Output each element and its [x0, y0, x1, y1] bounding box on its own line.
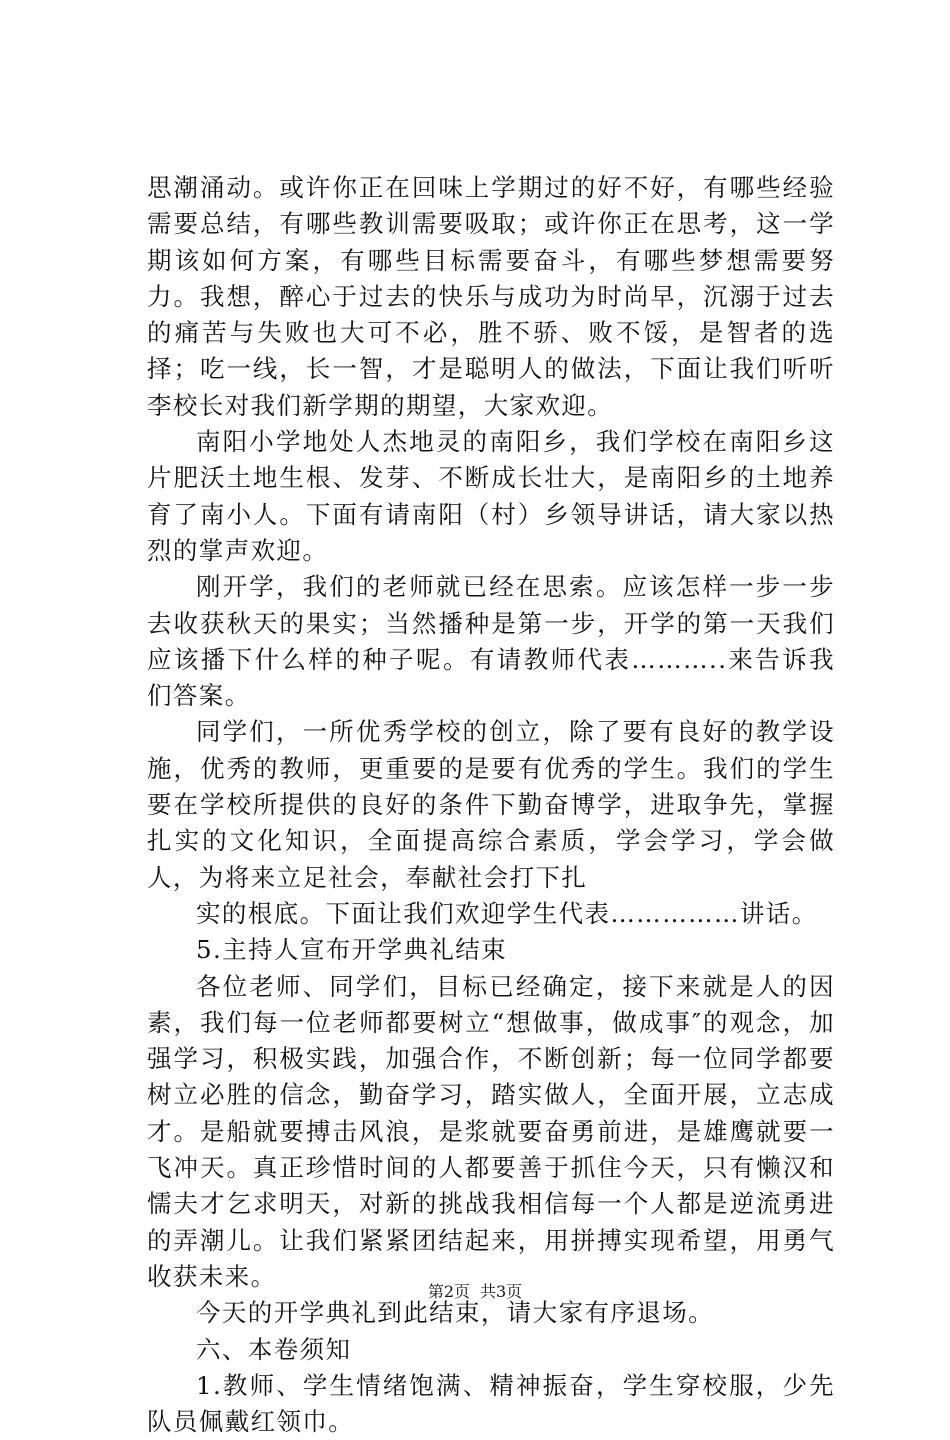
page-number: 第2页 — [427, 1282, 470, 1301]
paragraph-7: 各位老师、同学们，目标已经确定，接下来就是人的因素，我们每一位老师都要树立“想做事，做成事″的观念，加强学习，积极实践，加强合作，不断创新；每一位同学都要树立必胜的信念，勤奋学习，踏实做人，全面开展，立志成才。是船就要搏击风浪，是浆就要奋勇前进，是雄鹰就要一飞冲天。真正珍惜时间的人都要善于抓住今天，只有懒汉和懦夫才乞求明天，对新的挑战我相信每一个人都是逆流勇进的弄潮儿。让我们紧紧团结起来，用拼搏实现希望，用勇气收获未来。 — [147, 971, 835, 1291]
paragraph-4: 同学们，一所优秀学校的创立，除了要有良好的教学设施，优秀的教师，更重要的是要有优秀的学生。我们的学生要在学校所提供的良好的条件下勤奋博学，进取争先，掌握扎实的文化知识，全面提高综合素质，学会学习，学会做人，为将来立足社会，奉献社会打下扎 — [147, 717, 835, 892]
document-body — [147, 170, 835, 1440]
section-heading-notes: 六、本卷须知 — [196, 1334, 352, 1364]
paragraph-10: 1.教师、学生情绪饱满、精神振奋，学生穿校服，少先队员佩戴红领巾。 — [147, 1370, 835, 1437]
section-heading-closing: 5.主持人宣布开学典礼结束 — [196, 935, 508, 965]
page-footer — [0, 1282, 950, 1302]
paragraph-1: 思潮涌动。或许你正在回味上学期过的好不好，有哪些经验需要总结，有哪些教训需要吸取；或许你正在思考，这一学期该如何方案，有哪些目标需要奋斗，有哪些梦想需要努力。我想，醉心于过去的快乐与成功为时尚早，沉溺于过去的痛苦与失败也大可不必，胜不骄、败不馁，是智者的选择；吃一线，长一智，才是聪明人的做法，下面让我们听听李校长对我们新学期的期望，大家欢迎。 — [147, 173, 835, 420]
paragraph-2: 南阳小学地处人杰地灵的南阳乡，我们学校在南阳乡这片肥沃土地生根、发芽、不断成长壮大，是南阳乡的土地养育了南小人。下面有请南阳（村）乡领导讲话，请大家以热烈的掌声欢迎。 — [147, 427, 835, 565]
paragraph-8: 今天的开学典礼到此结束，请大家有序退场。 — [196, 1298, 714, 1328]
paragraph-3: 刚开学，我们的老师就已经在思索。应该怎样一步一步去收获秋天的果实；当然播种是第一步，开学的第一天我们应该播下什么样的种子呢。有请教师代表………..来告诉我们答案。 — [147, 572, 835, 711]
page-total: 共3页 — [480, 1282, 523, 1301]
paragraph-5: 实的根底。下面让我们欢迎学生代表……………讲话。 — [196, 898, 818, 928]
